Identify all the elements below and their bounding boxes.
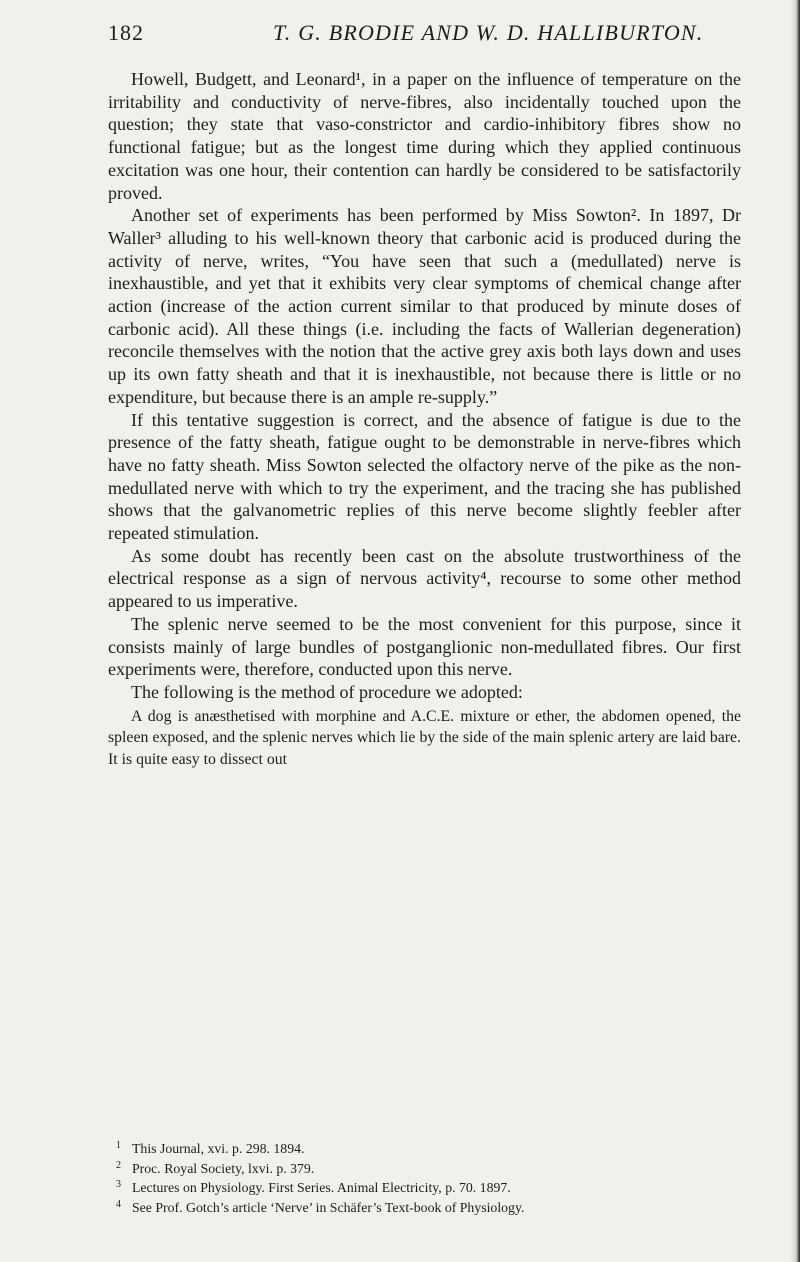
page-number: 182: [108, 20, 144, 45]
footnote-text-3: Lectures on Physiology. First Series. Animal Electricity, p. 70. 1897.: [132, 1180, 511, 1195]
footnote-3: [108, 1178, 748, 1198]
footnote-2: [108, 1159, 748, 1179]
paragraph-1: Howell, Budgett, and Leonard¹, in a paper on the influence of temperature on the irritability and conductivity of nerve-fibres, also incidentally touched upon the question; they state that vaso-constrictor and cardio-inhibitory fibres show no functional fatigue; but as the longest time during which they applied continuous excitation was one hour, their contention can hardly be considered to be satisfactorily proved.: [108, 69, 741, 203]
footnote-text-4: See Prof. Gotch’s article ‘Nerve’ in Schäfer’s Text-book of Physiology.: [132, 1199, 525, 1215]
running-head: T. G. BRODIE AND W. D. HALLIBURTON.: [273, 20, 704, 45]
footnote-text-1: This Journal, xvi. p. 298. 1894.: [132, 1141, 305, 1156]
footnote-marker-3: 3: [116, 1179, 121, 1190]
paragraph-7-small: A dog is anæsthetised with morphine and A.C.E. mixture or ether, the abdomen opened, the spleen exposed, and the splenic nerves which lie by the side of the main splenic artery are laid bare. It is quite easy to dissect out: [108, 707, 741, 768]
paragraph-2: Another set of experiments has been performed by Miss Sowton². In 1897, Dr Waller³ alluding to his well-known theory that carbonic acid is produced during the activity of nerve, writes, “You have seen that such a (medullated) nerve is inexhaustible, and yet that it exhibits very clear symptoms of chemical change after action (increase of the action current similar to that produced by minute doses of carbonic acid). All these things (i.e. including the facts of Wallerian degeneration) reconcile themselves with the notion that the active grey axis both lays down and uses up its own fatty sheath and that it is inexhaustible, not because there is little or no expenditure, but because there is an ample re-supply.”: [108, 205, 741, 407]
footnote-marker-4: 4: [116, 1198, 121, 1210]
paragraph-6: The following is the method of procedure we adopted:: [131, 681, 523, 702]
main-body-text: [108, 68, 741, 770]
footnote-1: [108, 1139, 748, 1159]
page-edge-shadow: [790, 0, 800, 1262]
footnote-text-2: Proc. Royal Society, lxvi. p. 379.: [132, 1160, 315, 1176]
paragraph-5: The splenic nerve seemed to be the most convenient for this purpose, since it consists mainly of large bundles of postganglionic non-medullated fibres. Our first experiments were, therefore, conducted upon this nerve.: [108, 613, 741, 680]
paragraph-4: As some doubt has recently been cast on the absolute trustworthiness of the electrical response as a sign of nervous activity⁴, recourse to some other method appeared to us imperative.: [108, 545, 741, 612]
page-header: [108, 20, 748, 52]
footnote-marker-2: 2: [116, 1159, 121, 1171]
paragraph-3: If this tentative suggestion is correct, and the absence of fatigue is due to the presence of the fatty sheath, fatigue ought to be demonstrable in nerve-fibres which have no fatty sheath. Miss Sowton selected the olfactory nerve of the pike as the non-medullated nerve with which to try the experiment, and the tracing she has published shows that the galvanometric replies of this nerve become slightly feebler after repeated stimulation.: [108, 409, 741, 544]
footnotes: [108, 1139, 748, 1217]
footnote-4: [108, 1198, 748, 1218]
footnote-marker-1: 1: [116, 1140, 121, 1151]
